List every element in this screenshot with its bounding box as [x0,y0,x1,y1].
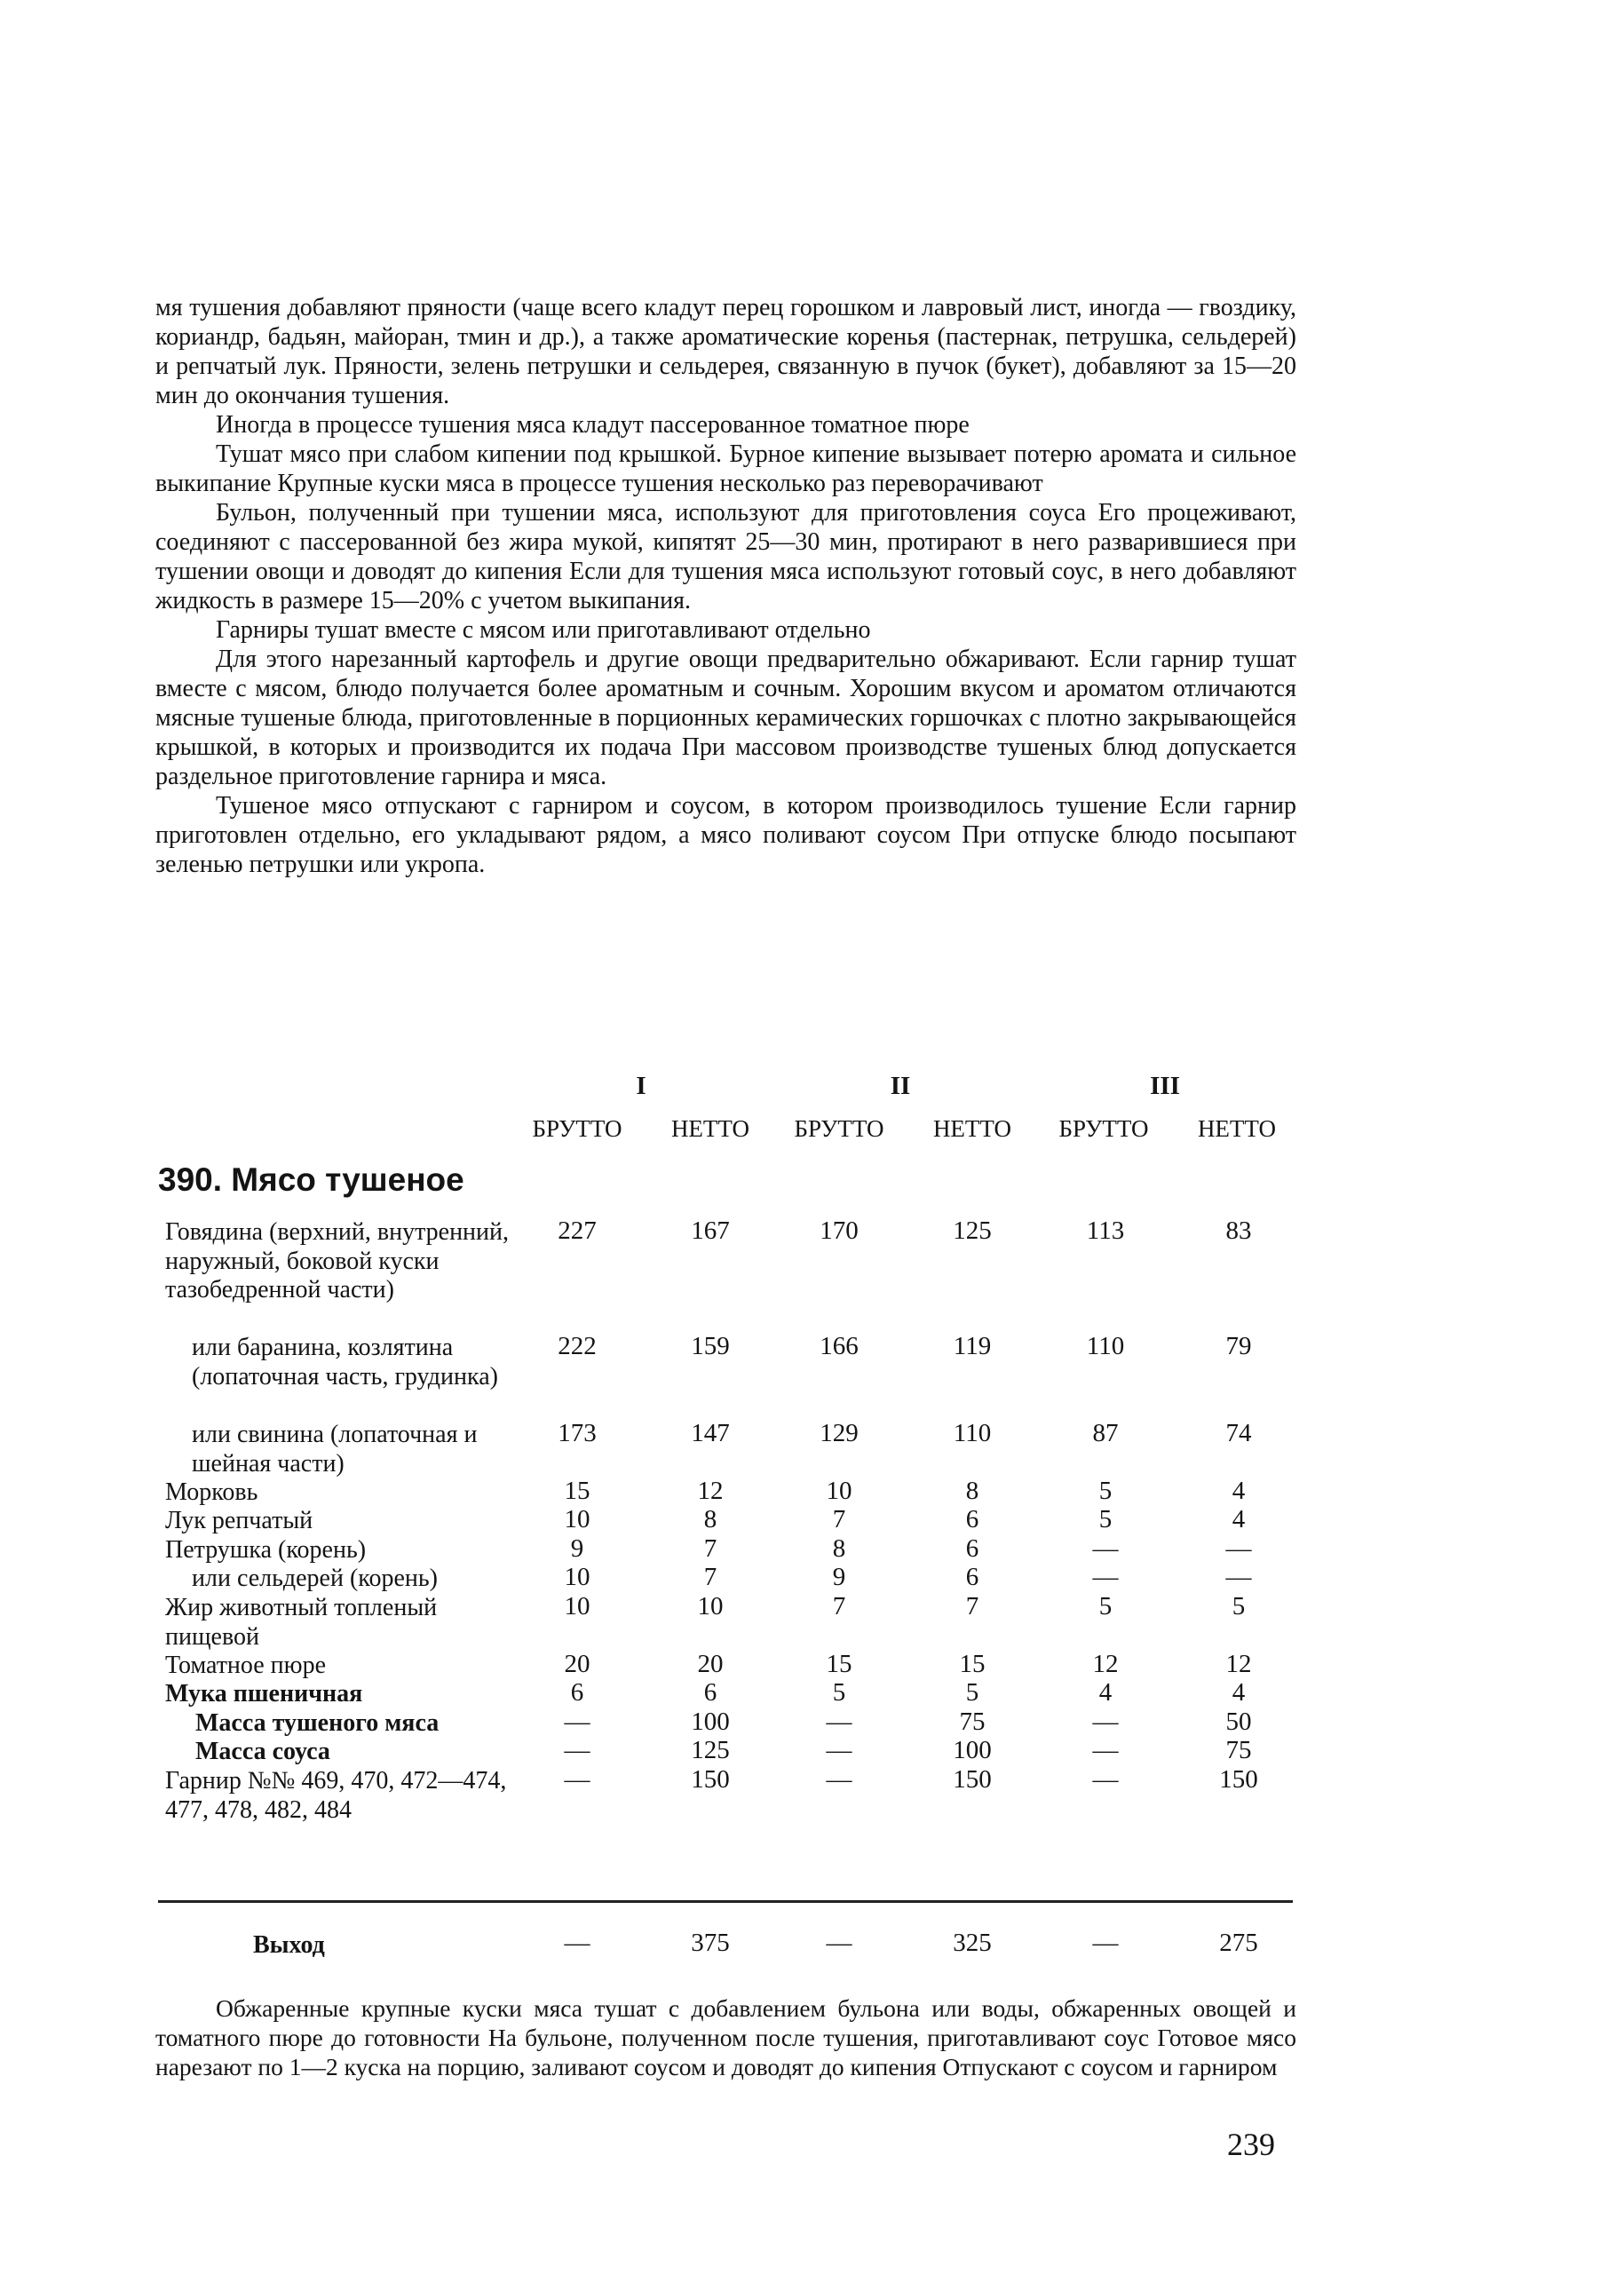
table-cell: 167 [691,1216,730,1245]
table-cell: 150 [1219,1765,1258,1794]
table-cell: 100 [691,1708,730,1736]
table-cell: 75 [1225,1736,1252,1764]
table-cell: — [826,1736,852,1764]
paragraph: Гарниры тушат вместе с мясом или приготавливают отдельно [216,616,871,644]
output-cell: 375 [691,1929,730,1957]
table-cell: 4 [1232,1678,1246,1707]
table-cell: — [564,1736,590,1764]
table-cell: 7 [832,1505,846,1533]
ingredient-name: Говядина (верхний, внутренний, наружный, боковой куски тазобедренной части) [165,1218,510,1303]
paragraph: Обжаренные крупные куски мяса тушат с добавлением бульона или воды, обжаренных овощей и томатного пюре до готовности На бульоне, полученном после тушения, приготавливают соус Готовое мясо нарезают по 1—2 куска на порцию, заливают соусом и доводят до кипения Отпускают с соусом и гарниром [155,1994,1296,2080]
column-group-3-label: III [1150,1072,1180,1100]
paragraph: Тушат мясо при слабом кипении под крышкой. Бурное кипение вызывает потерю аромата и сильное выкипание Крупные куски мяса в процессе тушения несколько раз переворачивают [155,440,1296,497]
table-cell: 110 [1086,1332,1125,1360]
ingredient-name: Морковь [165,1478,258,1506]
table-cell: — [1092,1736,1119,1764]
table-cell: 9 [832,1563,846,1591]
table-cell: — [564,1708,590,1736]
table-cell: 100 [953,1736,992,1764]
table-cell: 110 [953,1419,992,1447]
output-cell: — [1092,1929,1119,1957]
ingredient-name: Петрушка (корень) [165,1536,367,1564]
table-cell: 5 [1098,1477,1113,1505]
table-cell: 10 [564,1505,590,1533]
table-cell: 83 [1225,1216,1252,1245]
table-cell: 12 [1225,1650,1252,1678]
table-cell: 7 [703,1563,717,1591]
table-cell: — [1092,1534,1119,1563]
paragraph: мя тушения добавляют пряности (чаще всего кладут перец горошком и лавровый лист, иногда — гвоздику, кориандр, бадьян, майоран, тмин и др.), а также ароматические коренья (пастернак, петрушка, сельдерей) и репчатый лук. Пряности, зелень петрушки и сельдерея, связанную в пучок (букет), добавляют за 15—20 мин до окончания тушения. [155,294,1296,409]
table-cell: — [564,1765,590,1794]
table-cell: 150 [691,1765,730,1794]
table-cell: 173 [558,1419,597,1447]
table-cell: 6 [965,1505,979,1533]
ingredient-name: Масса тушеного мяса [195,1709,440,1737]
table-cell: 10 [826,1477,852,1505]
table-cell: 15 [959,1650,986,1678]
table-cell: 222 [558,1332,597,1360]
ingredient-name: Лук репчатый [165,1507,313,1534]
table-cell: — [826,1708,852,1736]
table-cell: — [1225,1534,1252,1563]
column-group-2-label: II [890,1072,911,1100]
ingredient-name: Томатное пюре [165,1652,327,1679]
ingredient-name: Мука пшеничная [165,1680,363,1708]
ingredient-name: или сельдерей (корень) [192,1565,438,1592]
brutto-header: БРУТТО [532,1115,622,1142]
table-cell: 147 [691,1419,730,1447]
table-cell: 5 [1098,1505,1113,1533]
brutto-header: БРУТТО [1058,1115,1149,1142]
table-cell: 15 [564,1477,590,1505]
ingredient-name: или баранина, козлятина (лопаточная часть, грудинка) [192,1334,498,1391]
table-cell: 9 [570,1534,584,1563]
output-label: Выход [253,1931,325,1959]
brutto-header: БРУТТО [794,1115,884,1142]
paragraph: Бульон, полученный при тушении мяса, используют для приготовления соуса Его процеживают, соединяют с пассерованной без жира мукой, кипятят 25—30 мин, протирают в него разварившиеся при тушении овощи и доводят до кипения Если для тушения мяса используют готовый соус, в него добавляют жидкость в размере 15—20% с учетом выкипания. [155,499,1296,614]
output-cell: — [564,1929,590,1957]
table-cell: 129 [820,1419,859,1447]
table-cell: 6 [570,1678,584,1707]
netto-header: НЕТТО [670,1115,750,1142]
table-cell: 87 [1092,1419,1119,1447]
ingredient-name: или свинина (лопаточная и шейная части) [192,1421,478,1478]
outro-text [155,1993,1296,2081]
table-cell: 8 [703,1505,717,1533]
netto-header: НЕТТО [1197,1115,1277,1142]
table-cell: 7 [965,1592,979,1620]
table-cell: — [1225,1563,1252,1591]
page-number: 239 [1227,2127,1275,2162]
table-cell: 10 [564,1563,590,1591]
table-cell: 79 [1225,1332,1252,1360]
table-cell: 5 [832,1678,846,1707]
output-cell: — [826,1929,852,1957]
table-cell: 125 [953,1216,992,1245]
table-divider [158,1900,1293,1903]
table-cell: 4 [1232,1505,1246,1533]
table-cell: — [1092,1708,1119,1736]
table-cell: 20 [564,1650,590,1678]
table-cell: 10 [697,1592,724,1620]
table-cell: 166 [820,1332,859,1360]
column-group-1-label: I [636,1072,646,1100]
table-cell: 75 [959,1708,986,1736]
table-cell: 7 [832,1592,846,1620]
recipe-title: 390. Мясо тушеное [158,1161,464,1198]
table-cell: 125 [691,1736,730,1764]
ingredient-name: Масса соуса [195,1738,330,1765]
ingredient-name: Жир животный топленый пищевой [165,1594,438,1651]
table-cell: 7 [703,1534,717,1563]
table-cell: 8 [832,1534,846,1563]
table-cell: — [1092,1563,1119,1591]
paragraph: Иногда в процессе тушения мяса кладут пассерованное томатное пюре [216,411,970,439]
table-cell: 74 [1225,1419,1252,1447]
table-cell: — [1092,1765,1119,1794]
table-cell: 10 [564,1592,590,1620]
paragraph: Тушеное мясо отпускают с гарниром и соусом, в котором производилось тушение Если гарнир приготовлен отдельно, его укладывают рядом, а мясо поливают соусом При отпуске блюдо посыпают зеленью петрушки или укропа. [155,792,1296,878]
table-cell: 6 [965,1534,979,1563]
table-cell: 15 [826,1650,852,1678]
table-cell: 227 [558,1216,597,1245]
table-cell: 4 [1232,1477,1246,1505]
table-cell: 113 [1086,1216,1125,1245]
table-cell: 5 [1232,1592,1246,1620]
table-cell: 12 [1092,1650,1119,1678]
table-cell: 150 [953,1765,992,1794]
table-cell: 5 [965,1678,979,1707]
netto-header: НЕТТО [932,1115,1012,1142]
table-cell: 6 [703,1678,717,1707]
table-cell: 170 [820,1216,859,1245]
output-cell: 325 [953,1929,992,1957]
intro-text [155,293,1296,879]
table-cell: 4 [1098,1678,1113,1707]
table-cell: 6 [965,1563,979,1591]
table-cell: 8 [965,1477,979,1505]
table-cell: 159 [691,1332,730,1360]
paragraph: Для этого нарезанный картофель и другие овощи предварительно обжаривают. Если гарнир тушат вместе с мясом, блюдо получается более ароматным и сочным. Хорошим вкусом и ароматом отличаются мясные тушеные блюда, приготовленные в порционных керамических горшочках с плотно закрывающейся крышкой, в которых и производится их подача При массовом производстве тушеных блюд допускается раздельное приготовление гарнира и мяса. [155,646,1296,790]
table-cell: 119 [953,1332,992,1360]
table-cell: 12 [697,1477,724,1505]
table-cell: 20 [697,1650,724,1678]
table-cell: — [826,1765,852,1794]
table-cell: 50 [1225,1708,1252,1736]
ingredient-name: Гарнир №№ 469, 470, 472—474, 477, 478, 482, 484 [165,1767,507,1824]
output-cell: 275 [1219,1929,1258,1957]
table-cell: 5 [1098,1592,1113,1620]
